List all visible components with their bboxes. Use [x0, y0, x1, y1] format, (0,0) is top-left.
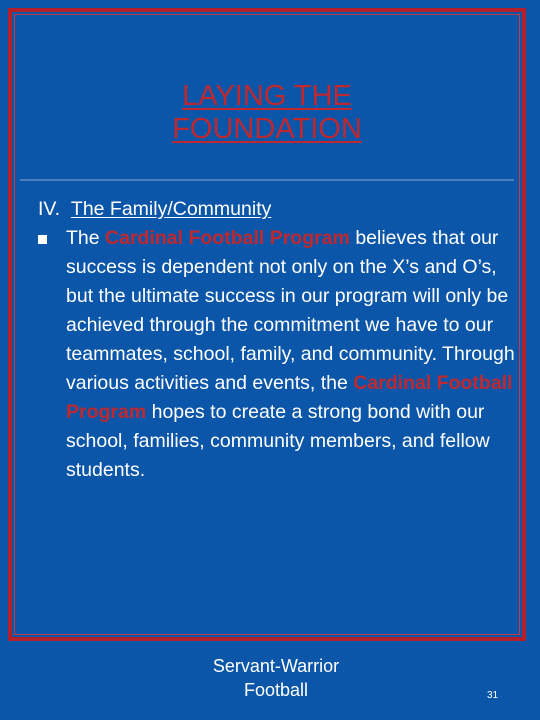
bullet-paragraph	[38, 224, 518, 485]
title-line-2: FOUNDATION	[172, 113, 362, 145]
slide-title	[0, 80, 534, 146]
program-name-highlight-2: Cardinal Football Program	[66, 372, 513, 423]
page-number: 31	[487, 690, 499, 701]
footer-line-2: Football	[243, 680, 309, 700]
footer-line-1: Servant-Warrior	[212, 656, 340, 676]
program-name-highlight-1: Cardinal Football Program	[105, 227, 350, 249]
section-heading	[38, 195, 518, 224]
title-line-1: LAYING THE	[182, 80, 352, 112]
square-bullet-icon	[38, 235, 47, 244]
title-divider	[20, 179, 514, 181]
section-number: IV.	[38, 198, 61, 220]
bullet-text-3: hopes to create a strong bond with our school, families, community members, and fellow students.	[66, 401, 490, 481]
section-title: The Family/Community	[70, 198, 272, 220]
bullet-text-1: The	[66, 227, 106, 249]
footer-text	[176, 654, 376, 702]
slide-body	[38, 195, 518, 485]
bullet-text-2: believes that our success is dependent not only on the X’s and O’s, but the ultimate success in our program will only be achieved through the commitment we have to our teammates, school, family, and community. Through various activities and events, the	[66, 227, 515, 394]
